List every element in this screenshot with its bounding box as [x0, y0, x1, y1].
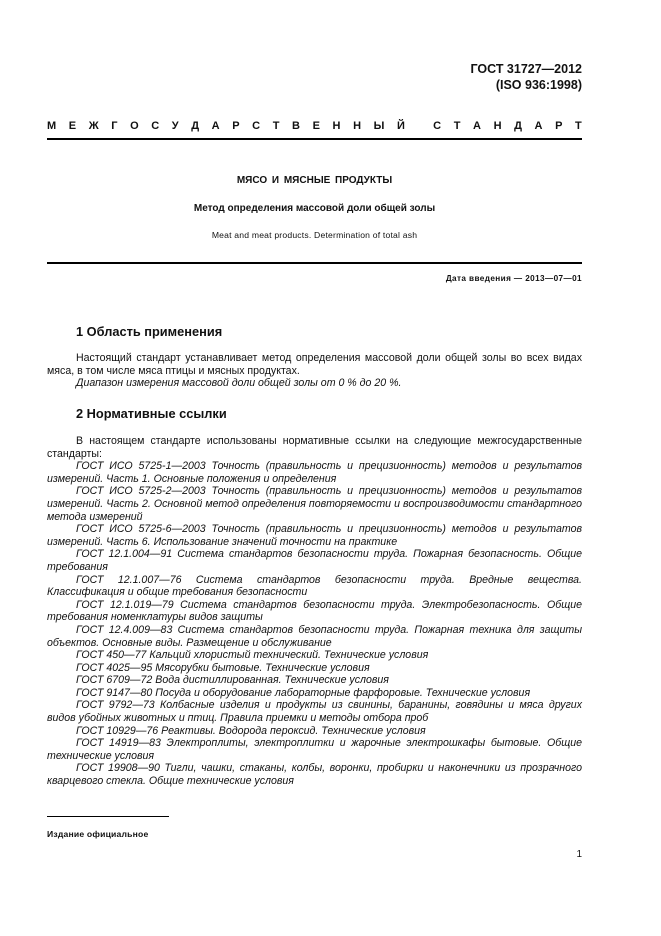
banner-letter: Д	[191, 120, 200, 132]
reference-item: ГОСТ 9792—73 Колбасные изделия и продукты из свинины, баранины, говядины и мяса других видов убойных животных и птиц. Правила приемки и методы отбора проб	[47, 699, 582, 725]
introduction-date: Дата введения — 2013—07—01	[445, 274, 582, 283]
banner-letter: Н	[353, 120, 362, 132]
banner-letter: Д	[514, 120, 522, 132]
footnote-rule	[47, 816, 169, 817]
banner-letter: Й	[396, 120, 405, 132]
reference-item: ГОСТ ИСО 5725-2—2003 Точность (правильность и прецизионность) методов и результатов измерений. Часть 2. Основной метод определения повторяемости и воспроизводимости стандартного метода измерений	[47, 485, 582, 523]
section-2-body	[47, 435, 582, 788]
reference-item: ГОСТ 4025—95 Мясорубки бытовые. Технические условия	[76, 661, 370, 674]
banner-letter: С	[433, 120, 442, 132]
reference-item: ГОСТ 14919—83 Электроплиты, электроплитки и жарочные электрошкафы бытовые. Общие технические условия	[47, 737, 582, 762]
reference-item: ГОСТ 10929—76 Реактивы. Водорода пероксид. Технические условия	[76, 724, 426, 737]
banner-letter: Н	[493, 120, 502, 132]
banner-letter: У	[171, 120, 179, 132]
banner-letter: С	[151, 120, 160, 132]
banner-letter: О	[130, 120, 139, 132]
standard-code: ГОСТ 31727—2012	[470, 62, 582, 76]
banner-letter: Е	[312, 120, 320, 132]
iso-code: (ISO 936:1998)	[495, 78, 582, 92]
reference-item: ГОСТ 12.4.009—83 Система стандартов безопасности труда. Пожарная техника для защиты объектов. Основные виды. Размещение и обслуживание	[47, 623, 582, 649]
reference-item: ГОСТ 6709—72 Вода дистиллированная. Технические условия	[76, 674, 389, 687]
reference-item: ГОСТ ИСО 5725-6—2003 Точность (правильность и прецизионность) методов и результатов измерений. Часть 6. Использование значений точности на практике	[47, 523, 582, 548]
banner-letter: А	[473, 120, 481, 132]
banner-letter: М	[47, 120, 57, 132]
section-1-range: Диапазон измерения массовой доли общей золы от 0 % до 20 %.	[76, 377, 402, 390]
english-title: Meat and meat products. Determination of total ash	[211, 230, 418, 240]
interstate-standard-banner	[47, 120, 582, 132]
reference-item: ГОСТ 12.1.019—79 Система стандартов безопасности труда. Электробезопасность. Общие требования номенклатуры видов защиты	[47, 598, 582, 624]
official-edition-label: Издание официальное	[47, 829, 149, 839]
banner-letter: Т	[453, 120, 461, 132]
banner-letter	[417, 120, 420, 132]
reference-item: ГОСТ 12.1.004—91 Система стандартов безопасности труда. Пожарная безопасность. Общие требования	[47, 548, 582, 573]
section-2-intro: В настоящем стандарте использованы нормативные ссылки на следующие межгосударственные стандарты:	[47, 435, 582, 460]
banner-letter: А	[534, 120, 543, 132]
banner-letter: С	[252, 120, 261, 132]
title-rule	[47, 262, 582, 264]
banner-letter: Р	[555, 120, 563, 132]
section-1-body	[47, 352, 582, 390]
banner-letter: Г	[111, 120, 118, 132]
reference-item: ГОСТ ИСО 5725-1—2003 Точность (правильность и прецизионность) методов и результатов измерений. Часть 1. Основные положения и определения	[47, 460, 582, 485]
section-1-heading: 1 Область применения	[76, 324, 223, 339]
banner-letter: Р	[232, 120, 240, 132]
banner-letter: Е	[68, 120, 77, 132]
document-title: МЯСО И МЯСНЫЕ ПРОДУКТЫ	[236, 175, 393, 186]
banner-letter: Т	[575, 120, 582, 132]
reference-item: ГОСТ 450—77 Кальций хлористый технический. Технические условия	[76, 649, 429, 662]
reference-item: ГОСТ 9147—80 Посуда и оборудование лабораторные фарфоровые. Технические условия	[76, 686, 531, 699]
banner-letter: Ы	[373, 120, 385, 132]
banner-letter: Н	[332, 120, 341, 132]
banner-letter: В	[292, 120, 300, 132]
section-2-heading: 2 Нормативные ссылки	[76, 406, 227, 421]
document-subtitle: Метод определения массовой доли общей золы	[193, 203, 436, 214]
header-rule	[47, 138, 582, 140]
page-number: 1	[576, 849, 582, 860]
banner-letter: Т	[272, 120, 280, 132]
banner-letter: А	[211, 120, 220, 132]
banner-letter: Ж	[88, 120, 99, 132]
reference-item: ГОСТ 19908—90 Тигли, чашки, стаканы, колбы, воронки, пробирки и наконечники из прозрачного кварцевого стекла. Общие технические условия	[47, 762, 582, 788]
reference-item: ГОСТ 12.1.007—76 Система стандартов безопасности труда. Вредные вещества. Классификация и общие требования безопасности	[47, 573, 582, 599]
section-1-paragraph: Настоящий стандарт устанавливает метод определения массовой доли общей золы во всех видах мяса, в том числе мяса птицы и мясных продуктах.	[47, 352, 582, 377]
